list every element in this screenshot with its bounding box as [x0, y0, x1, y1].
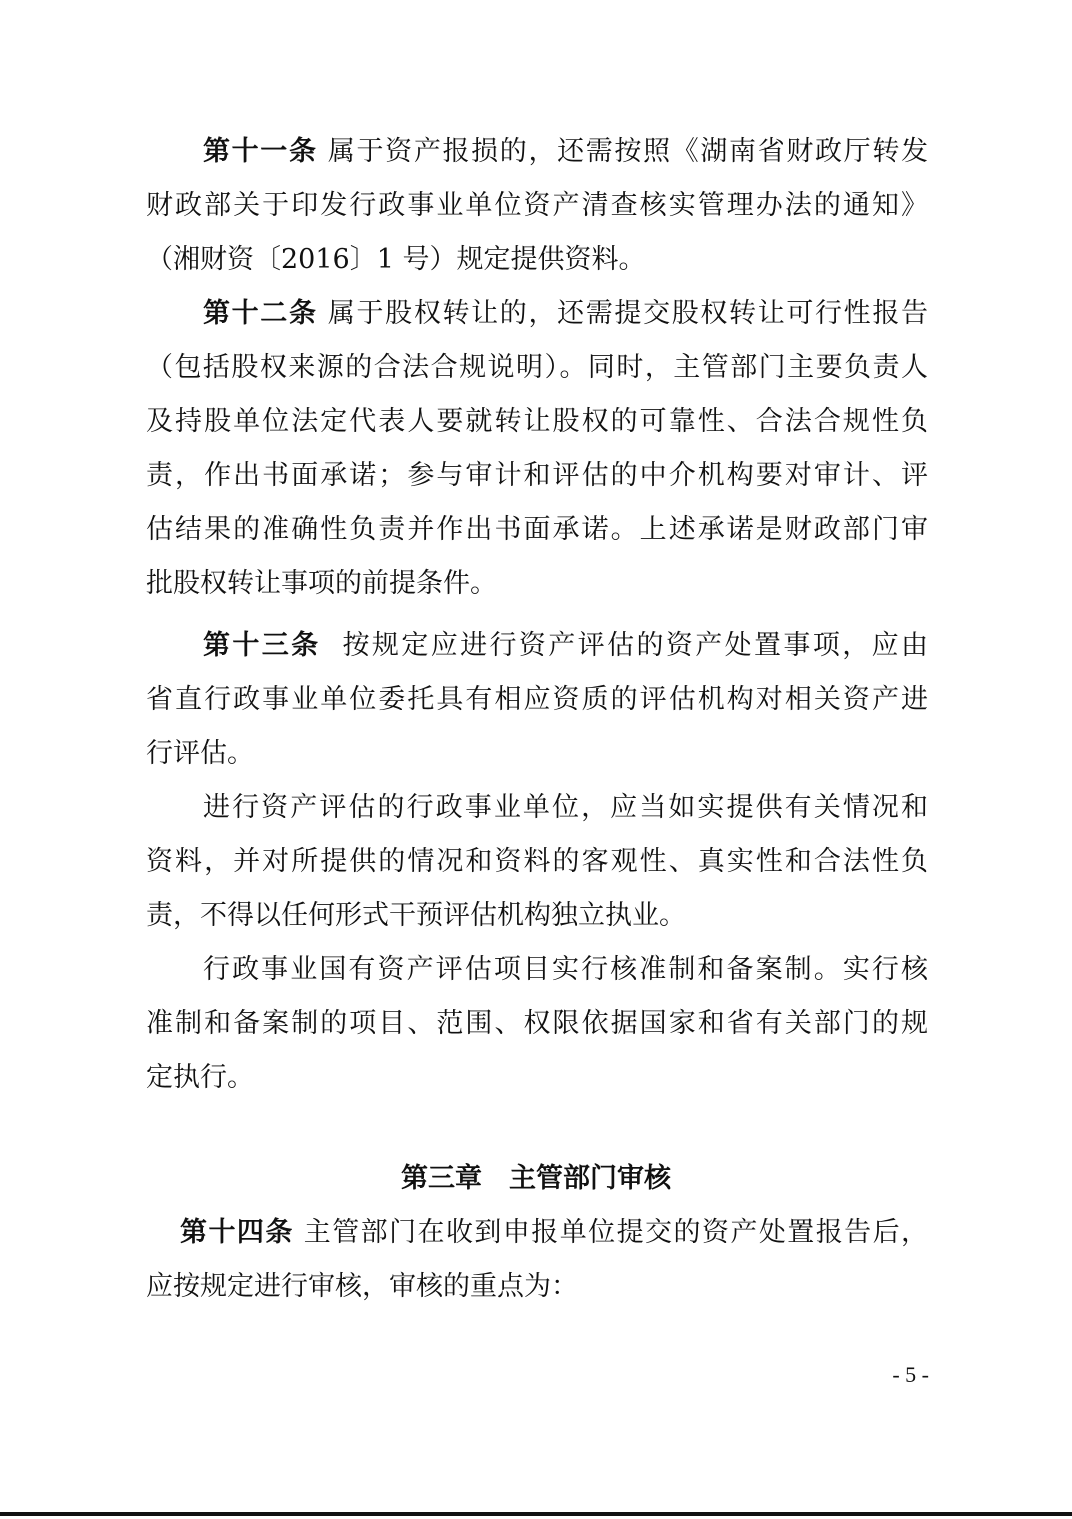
article-13-line-3: 行评估。: [146, 738, 254, 769]
article-12-line-5: 估结果的准确性负责并作出书面承诺。上述承诺是财政部门审: [146, 514, 928, 545]
article-14-heading: 第十四条: [180, 1217, 294, 1248]
article-12-heading: 第十二条: [203, 298, 318, 329]
article-13-text-1: 按规定应进行资产评估的资产处置事项，应由: [342, 630, 928, 661]
article-13-para2-line-1: 进行资产评估的行政事业单位，应当如实提供有关情况和: [203, 792, 928, 823]
article-12-line-4: 责，作出书面承诺；参与审计和评估的中介机构要对审计、评: [146, 460, 928, 491]
article-13-para2-line-3: 责，不得以任何形式干预评估机构独立执业。: [146, 900, 686, 931]
article-11-line-3: （湘财资〔2016〕1 号）规定提供资料。: [146, 244, 646, 275]
article-13-heading: 第十三条: [203, 630, 321, 661]
article-13-para3-line-2: 准制和备案制的项目、范围、权限依据国家和省有关部门的规: [146, 1008, 928, 1039]
article-13-para3-line-1: 行政事业国有资产评估项目实行核准制和备案制。实行核: [203, 954, 928, 985]
article-11-heading: 第十一条: [203, 136, 318, 167]
article-11-text-1: 属于资产报损的，还需按照《湖南省财政厅转发: [327, 136, 928, 167]
article-14-line-2: 应按规定进行审核，审核的重点为：: [146, 1271, 578, 1302]
article-12-text-1: 属于股权转让的，还需提交股权转让可行性报告: [327, 298, 928, 329]
article-14-line-1: [180, 1206, 928, 1260]
article-13-line-2: 省直行政事业单位委托具有相应资质的评估机构对相关资产进: [146, 684, 928, 715]
article-13-para2-line-2: 资料，并对所提供的情况和资料的客观性、真实性和合法性负: [146, 846, 928, 877]
article-12-line-2: （包括股权来源的合法合规说明）。同时，主管部门主要负责人: [146, 352, 928, 383]
bottom-divider: [0, 1512, 1072, 1516]
chapter-title: 第三章 主管部门审核: [401, 1163, 671, 1194]
page-number: - 5 -: [892, 1362, 929, 1387]
article-13-para3-line-3: 定执行。: [146, 1062, 254, 1093]
article-11-line-1: [203, 125, 928, 179]
article-14-text-1: 主管部门在收到申报单位提交的资产处置报告后，: [303, 1217, 929, 1248]
article-12-line-1: [203, 287, 928, 341]
article-12-line-3: 及持股单位法定代表人要就转让股权的可靠性、合法合规性负: [146, 406, 928, 437]
article-13-line-1: [203, 619, 928, 673]
article-12-line-6: 批股权转让事项的前提条件。: [146, 568, 497, 599]
article-11-line-2: 财政部关于印发行政事业单位资产清查核实管理办法的通知》: [146, 190, 928, 221]
